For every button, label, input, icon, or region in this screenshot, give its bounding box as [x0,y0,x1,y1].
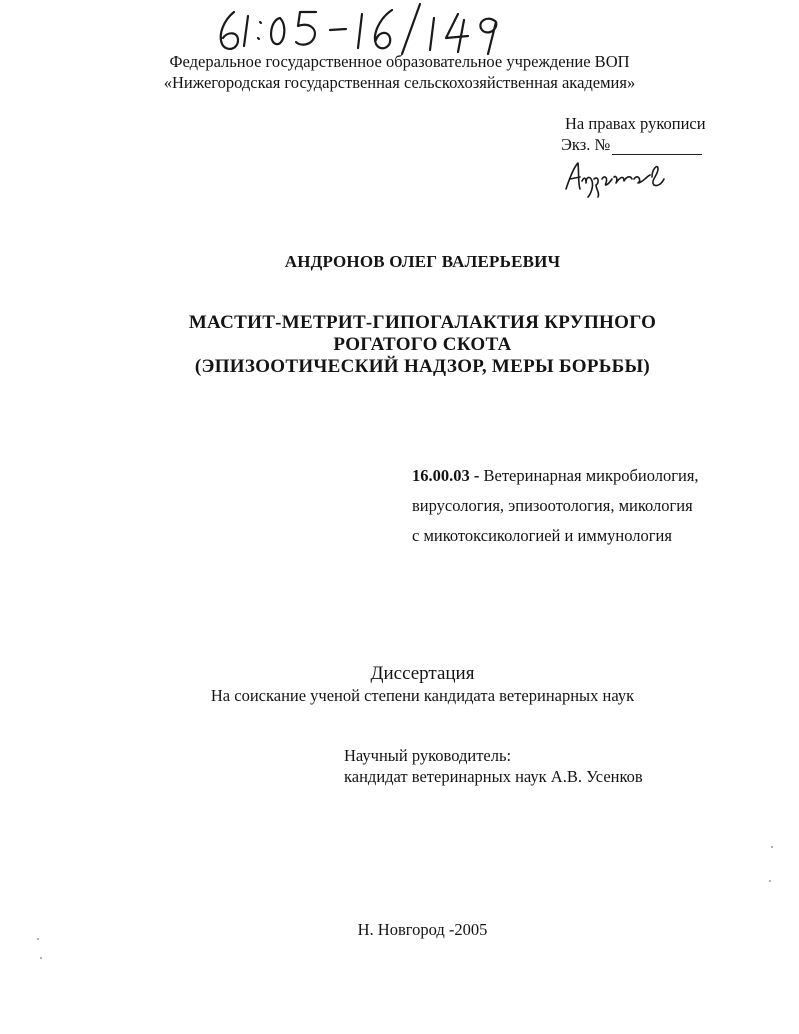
specialty-code: 16.00.03 - [412,466,480,485]
signature-icon [560,155,670,200]
specialty-line-1 [412,466,699,486]
thesis-title-line-1: МАСТИТ-МЕТРИТ-ГИПОГАЛАКТИЯ КРУПНОГО [188,312,657,333]
specialty-name-part-1: Ветеринарная микробиология, [483,466,699,485]
document-type: Диссертация [370,663,475,684]
copy-number-label: Экз. № [561,135,611,154]
manuscript-rights-label: На правах рукописи [565,114,706,133]
copy-number-blank-line [612,138,702,155]
author-signature [560,155,670,200]
thesis-title-line-3: (ЭПИЗООТИЧЕСКИЙ НАДЗОР, МЕРЫ БОРЬБЫ) [194,356,651,377]
degree-statement: На соискание ученой степени кандидата ветеринарных наук [210,686,635,705]
specialty-line-2: вирусология, эпизоотология, микология [412,496,693,515]
thesis-title-line-2: РОГАТОГО СКОТА [333,334,512,355]
copy-number-field [561,135,702,155]
scan-speck [771,846,773,848]
scan-speck [37,938,39,940]
specialty-line-3: с микотоксикологией и иммунология [412,526,672,545]
author-name: АНДРОНОВ ОЛЕГ ВАЛЕРЬЕВИЧ [284,252,561,271]
scan-speck [769,880,771,882]
scan-speck [40,957,42,959]
place-and-year: Н. Новгород -2005 [357,920,488,939]
supervisor-name: кандидат ветеринарных наук А.В. Усенков [344,767,643,786]
institution-line-1: Федеральное государственное образовательное учреждение ВОП [169,52,630,71]
institution-line-2: «Нижегородская государственная сельскохозяйственная академия» [163,73,636,92]
supervisor-label: Научный руководитель: [344,746,512,765]
